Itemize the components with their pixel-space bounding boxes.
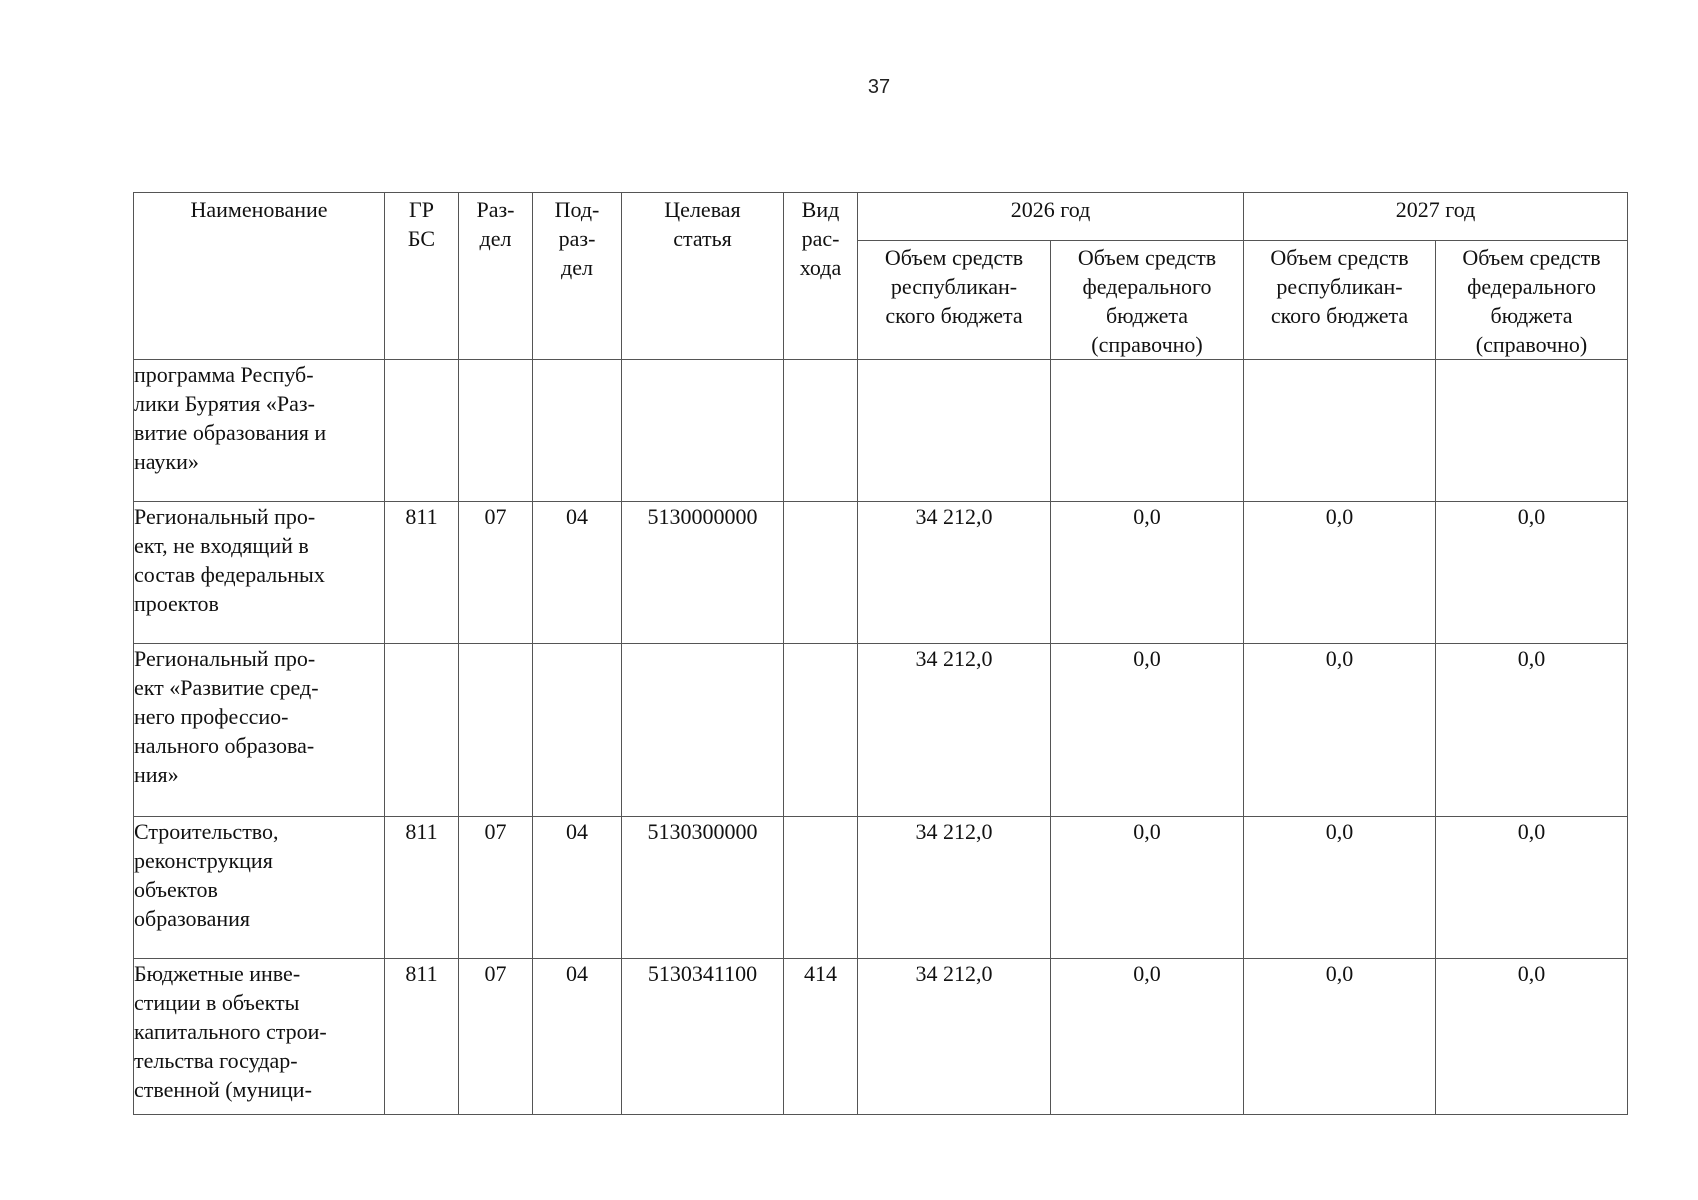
cell-celevaya-statya: 5130341100	[622, 959, 784, 1115]
cell-razdel: 07	[459, 817, 533, 959]
table-body	[134, 360, 1628, 1115]
cell-fb-2026	[1051, 360, 1244, 502]
cell-name-text: Региональный про- ект, не входящий в состав федеральных проектов	[134, 504, 325, 616]
header-name: Наименование	[134, 193, 385, 360]
cell-name-text: программа Респуб- лики Бурятия «Раз- витие образования и науки»	[134, 362, 327, 474]
cell-razdel	[459, 360, 533, 502]
table-row	[134, 502, 1628, 644]
cell-name-text: Бюджетные инве- стиции в объекты капитального строи- тельства государ- ственной (муници-	[134, 961, 327, 1102]
header-grbs	[385, 193, 459, 360]
cell-celevaya-statya: 5130300000	[622, 817, 784, 959]
cell-vid-rashoda	[784, 644, 858, 817]
cell-name	[134, 959, 385, 1115]
header-vid-rashoda	[784, 193, 858, 360]
cell-rb-2026: 34 212,0	[858, 817, 1051, 959]
cell-name	[134, 817, 385, 959]
header-2027-federalnyy	[1436, 241, 1628, 360]
cell-grbs	[385, 360, 459, 502]
cell-fb-2026: 0,0	[1051, 644, 1244, 817]
table-row	[134, 817, 1628, 959]
header-2026-respublikanskiy-text: Объем средств республикан- ского бюджета	[884, 245, 1024, 328]
cell-vid-rashoda: 414	[784, 959, 858, 1115]
cell-name	[134, 502, 385, 644]
cell-vid-rashoda	[784, 502, 858, 644]
header-celevaya-statya-text: Целевая статья	[664, 197, 741, 251]
header-razdel	[459, 193, 533, 360]
cell-rb-2026: 34 212,0	[858, 959, 1051, 1115]
header-year-2027: 2027 год	[1244, 193, 1628, 241]
cell-fb-2027: 0,0	[1436, 502, 1628, 644]
cell-podrazdel	[533, 360, 622, 502]
cell-fb-2027: 0,0	[1436, 959, 1628, 1115]
cell-grbs: 811	[385, 959, 459, 1115]
cell-fb-2026: 0,0	[1051, 502, 1244, 644]
header-2027-respublikanskiy-text: Объем средств республикан- ского бюджета	[1270, 245, 1409, 328]
table-row	[134, 360, 1628, 502]
header-podrazdel	[533, 193, 622, 360]
cell-fb-2026: 0,0	[1051, 959, 1244, 1115]
cell-grbs: 811	[385, 817, 459, 959]
cell-fb-2026: 0,0	[1051, 817, 1244, 959]
header-year-2026: 2026 год	[858, 193, 1244, 241]
header-2027-federalnyy-text: Объем средств федерального бюджета (справочно)	[1462, 245, 1601, 357]
cell-podrazdel	[533, 644, 622, 817]
header-grbs-text: ГР БС	[407, 197, 436, 251]
cell-fb-2027: 0,0	[1436, 817, 1628, 959]
cell-celevaya-statya	[622, 644, 784, 817]
table-row	[134, 959, 1628, 1115]
cell-name-text: Региональный про- ект «Развитие сред- него профессио- нального образова- ния»	[134, 646, 319, 787]
cell-razdel: 07	[459, 502, 533, 644]
cell-podrazdel: 04	[533, 502, 622, 644]
cell-vid-rashoda	[784, 360, 858, 502]
cell-vid-rashoda	[784, 817, 858, 959]
header-razdel-text: Раз- дел	[476, 197, 515, 251]
cell-celevaya-statya: 5130000000	[622, 502, 784, 644]
header-2026-respublikanskiy	[858, 241, 1051, 360]
cell-name	[134, 360, 385, 502]
cell-rb-2027: 0,0	[1244, 644, 1436, 817]
table-row	[134, 644, 1628, 817]
header-vid-rashoda-text: Вид рас- хода	[799, 197, 842, 280]
cell-grbs	[385, 644, 459, 817]
header-2026-federalnyy-text: Объем средств федерального бюджета (справочно)	[1077, 245, 1217, 357]
cell-name	[134, 644, 385, 817]
cell-rb-2027: 0,0	[1244, 502, 1436, 644]
cell-podrazdel: 04	[533, 959, 622, 1115]
cell-rb-2027	[1244, 360, 1436, 502]
cell-razdel	[459, 644, 533, 817]
cell-grbs: 811	[385, 502, 459, 644]
header-podrazdel-text: Под- раз- дел	[554, 197, 600, 280]
cell-fb-2027	[1436, 360, 1628, 502]
cell-rb-2026: 34 212,0	[858, 502, 1051, 644]
cell-rb-2026: 34 212,0	[858, 644, 1051, 817]
table-header	[134, 193, 1628, 360]
cell-rb-2027: 0,0	[1244, 817, 1436, 959]
cell-razdel: 07	[459, 959, 533, 1115]
cell-podrazdel: 04	[533, 817, 622, 959]
header-celevaya-statya	[622, 193, 784, 360]
page-number: 37	[867, 76, 891, 98]
header-2027-respublikanskiy	[1244, 241, 1436, 360]
header-2026-federalnyy	[1051, 241, 1244, 360]
cell-celevaya-statya	[622, 360, 784, 502]
budget-table	[133, 192, 1628, 1115]
cell-name-text: Строительство, реконструкция объектов образования	[134, 819, 279, 931]
cell-rb-2026	[858, 360, 1051, 502]
cell-fb-2027: 0,0	[1436, 644, 1628, 817]
cell-rb-2027: 0,0	[1244, 959, 1436, 1115]
